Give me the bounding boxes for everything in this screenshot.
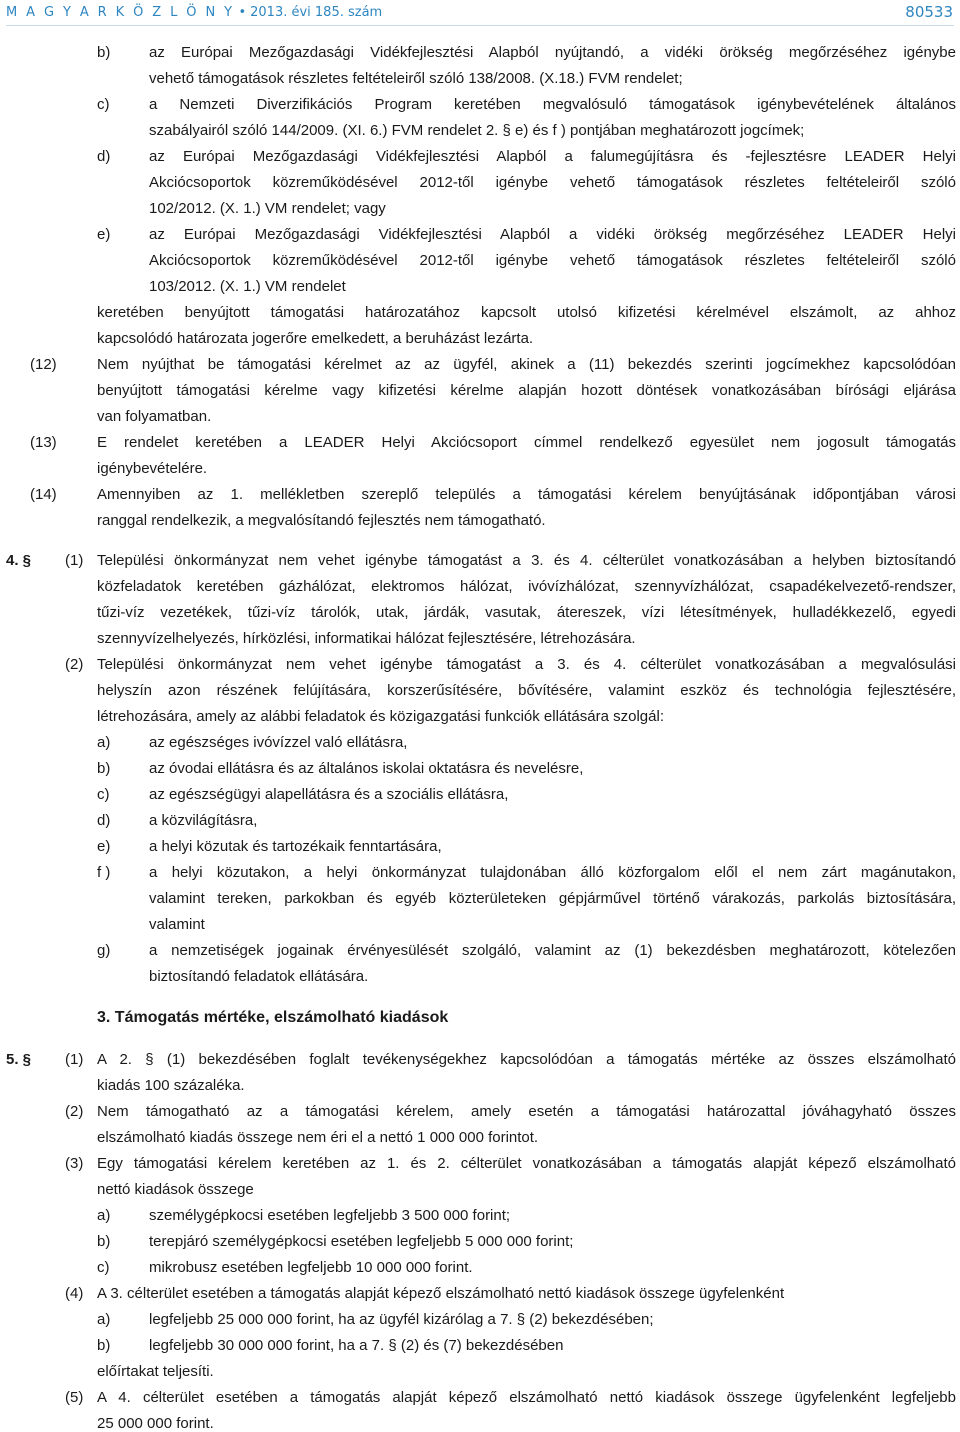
text-line: kiadás 100 százaléka. (97, 1077, 245, 1094)
text-line: az óvodai ellátásra és az általános iskolai oktatásra és nevelésre, (149, 760, 584, 777)
text-line: (3) (65, 1155, 84, 1172)
text-line: d) (97, 812, 111, 829)
text-line: c) (97, 786, 110, 803)
text-line: Települési önkormányzat nem vehet igénybe támogatást a 3. és 4. célterület vonatkozásában a helyben biztosítandó (97, 552, 956, 569)
text-line: a helyi közutakon, a helyi önkormányzat tulajdonában álló közforgalom elől el nem zárt magánutakon, (149, 864, 956, 881)
text-line: (4) (65, 1285, 84, 1302)
section-number: 4. § (6, 552, 32, 569)
section-heading: 3. Támogatás mértéke, elszámolható kiadások (97, 1009, 449, 1026)
text-line: mikrobusz esetében legfeljebb 10 000 000 forint. (149, 1259, 473, 1276)
text-line: a) (97, 734, 111, 751)
text-line: valamint tereken, parkokban és egyéb közterületeken gépjárművel történő várakozás, parkolás biztosítására, (149, 890, 956, 907)
text-line: legfeljebb 30 000 000 forint, ha a 7. § (2) és (7) bekezdésében (149, 1337, 564, 1354)
text-line: (13) (30, 434, 57, 451)
publication-name: M A G Y A R K Ö Z L Ö N Y (6, 5, 235, 20)
text-line: d) (97, 148, 111, 165)
text-line: helyszín azon részének felújítására, korszerűsítésére, bővítésére, valamint eszköz és technológia fejlesztésére, (97, 682, 956, 699)
text-line: Nem nyújthat be támogatási kérelmet az az ügyfél, akinek a (11) bekezdés szerinti jogcímekhez kapcsolódóan (97, 356, 956, 373)
text-line: igénybevételére. (97, 460, 208, 477)
text-line: (2) (65, 1103, 84, 1120)
text-line: a közvilágításra, (149, 812, 258, 829)
text-line: keretében benyújtott támogatási határozatához kapcsolt utolsó kifizetési kérelmével elszámolt, az ahhoz (97, 304, 956, 321)
text-line: b) (97, 44, 111, 61)
text-line: (14) (30, 486, 57, 503)
text-line: a) (97, 1207, 111, 1224)
text-line: b) (97, 760, 111, 777)
text-line: nettó kiadások összege (97, 1181, 254, 1198)
text-line: benyújtott támogatási kérelme vagy kifizetési kérelme alapján hozott döntések vonatkozásában bírósági eljárása (97, 382, 956, 399)
text-line: a helyi közutak és tartozékaik fenntartására, (149, 838, 442, 855)
text-line: e) (97, 226, 111, 243)
text-line: 25 000 000 forint. (97, 1415, 214, 1432)
text-line: (1) (65, 552, 84, 569)
text-line: az egészséges ivóvízzel való ellátásra, (149, 734, 408, 751)
text-line: Akciócsoportok közreműködésével 2012-től igénybe vehető támogatások részletes feltételeiről szóló (149, 252, 956, 269)
text-line: szennyvízelhelyezés, hírközlési, informatikai hálózat fejlesztésére, létrehozására. (97, 630, 636, 647)
issue-info: 2013. évi 185. szám (250, 5, 383, 20)
text-line: 102/2012. (X. 1.) VM rendelet; vagy (149, 200, 386, 217)
text-line: terepjáró személygépkocsi esetében legfeljebb 5 000 000 forint; (149, 1233, 574, 1250)
text-line: Nem támogatható az a támogatási kérelem, amely esetén a támogatási határozattal jóváhagyható összes (97, 1103, 956, 1120)
header-divider (6, 25, 954, 26)
text-line: Egy támogatási kérelem keretében az 1. és 2. célterület vonatkozásában a támogatás alapját képező elszámolható (97, 1155, 956, 1172)
text-line: az egészségügyi alapellátásra és a szociális ellátásra, (149, 786, 509, 803)
text-line: Akciócsoportok közreműködésével 2012-től igénybe vehető támogatások részletes feltételeiről szóló (149, 174, 956, 191)
text-line: g) (97, 942, 111, 959)
text-line: f ) (97, 864, 111, 881)
text-line: az Európai Mezőgazdasági Vidékfejlesztési Alapból a falumegújításra és -fejlesztésre LEADER Helyi (149, 148, 956, 165)
text-line: b) (97, 1337, 111, 1354)
text-line: biztosítandó feladatok ellátására. (149, 968, 369, 985)
text-line: (1) (65, 1051, 84, 1068)
text-line: (5) (65, 1389, 84, 1406)
text-line: A 3. célterület esetében a támogatás alapját képező elszámolható nettó kiadások összege ügyfelenként (97, 1285, 785, 1302)
text-line: legfeljebb 25 000 000 forint, ha az ügyfél kizárólag a 7. § (2) bekezdésében; (149, 1311, 654, 1328)
text-line: létrehozására, amely az alábbi feladatok és közigazgatási funkciók ellátására szolgál: (97, 708, 664, 725)
text-line: az Európai Mezőgazdasági Vidékfejlesztési Alapból nyújtandó, a vidéki örökség megőrzéséhez igénybe (149, 44, 956, 61)
text-line: c) (97, 96, 110, 113)
text-line: valamint (149, 916, 205, 933)
text-line: a) (97, 1311, 111, 1328)
text-line: előírtakat teljesíti. (97, 1363, 214, 1380)
text-line: 103/2012. (X. 1.) VM rendelet (149, 278, 346, 295)
text-line: Települési önkormányzat nem vehet igénybe támogatást a 3. és 4. célterület vonatkozásában a megvalósulási (97, 656, 956, 673)
header-separator-icon: • (238, 5, 247, 20)
text-line: c) (97, 1259, 110, 1276)
section-number: 5. § (6, 1051, 32, 1068)
text-line: A 2. § (1) bekezdésében foglalt tevékenységekhez kapcsolódóan a támogatás mértéke az összes elszámolható (97, 1051, 956, 1068)
text-line: a nemzetiségek jogainak érvényesülését szolgáló, valamint az (1) bekezdésben meghatározott, kötelezően (149, 942, 956, 959)
text-line: van folyamatban. (97, 408, 212, 425)
text-line: e) (97, 838, 111, 855)
text-line: vehető támogatások részletes feltételeiről szóló 138/2008. (X.18.) FVM rendelet; (149, 70, 683, 87)
text-line: tűzi-víz vezetékek, tűzi-víz tárolók, utak, járdák, vasutak, átereszek, vízi létesítmények, hulladékkezelő, egyedi (97, 604, 956, 621)
text-line: E rendelet keretében a LEADER Helyi Akciócsoport címmel rendelkező egyesület nem jogosult támogatás (97, 434, 956, 451)
text-line: A 4. célterület esetében a támogatás alapját képező elszámolható nettó kiadások összege ügyfelenként legfeljebb (97, 1389, 956, 1406)
text-line: elszámolható kiadás összege nem éri el a nettó 1 000 000 forintot. (97, 1129, 539, 1146)
text-line: kapcsolódó határozata jogerőre emelkedett, a beruházást lezárta. (97, 330, 534, 347)
text-line: személygépkocsi esetében legfeljebb 3 500 000 forint; (149, 1207, 511, 1224)
text-line: a Nemzeti Diverzifikációs Program keretében megvalósuló támogatások igénybevételének általános (149, 96, 956, 113)
header-left (6, 5, 382, 20)
text-line: (2) (65, 656, 84, 673)
text-line: b) (97, 1233, 111, 1250)
text-line: közfeladatok keretében gázhálózat, elektromos hálózat, ivóvízhálózat, szennyvízhálózat, csapadékelvezető-rendszer, (97, 578, 956, 595)
text-line: az Európai Mezőgazdasági Vidékfejlesztési Alapból a vidéki örökség megőrzéséhez LEADER Helyi (149, 226, 956, 243)
text-line: szabályairól szóló 144/2009. (XI. 6.) FVM rendelet 2. § e) és f ) pontjában meghatározott jogcímek; (149, 122, 805, 139)
text-line: Amennyiben az 1. mellékletben szereplő település a támogatási kérelem benyújtásának időpontjában városi (97, 486, 956, 503)
text-line: ranggal rendelkezik, a megvalósítandó fejlesztés nem támogatható. (97, 512, 546, 529)
text-line: (12) (30, 356, 57, 373)
page-number: 80533 (905, 3, 953, 21)
